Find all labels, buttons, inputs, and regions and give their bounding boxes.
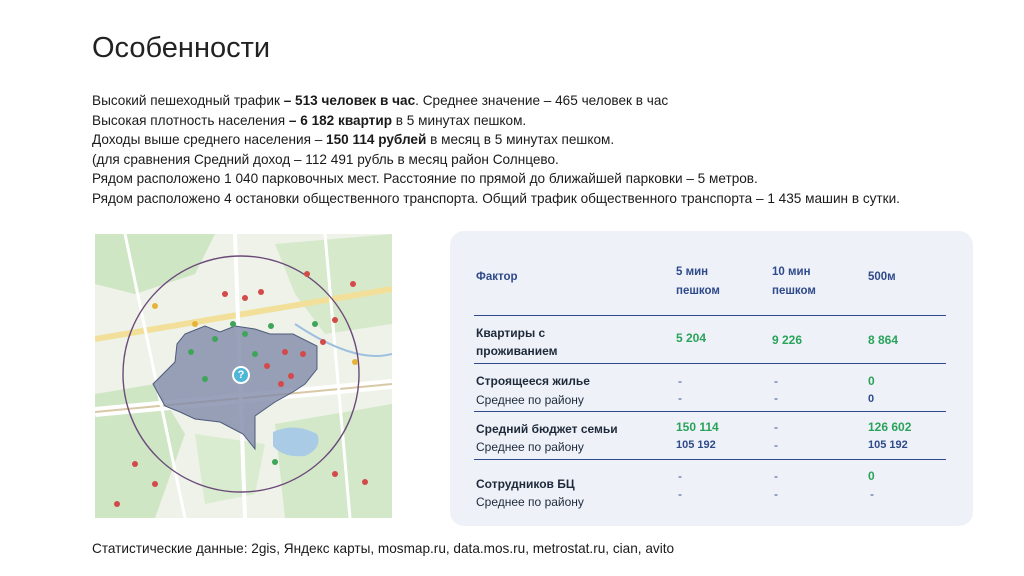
traffic-line: Высокий пешеходный трафик – 513 человек в час. Среднее значение – 465 человек в час <box>92 93 669 108</box>
budget-10min-avg: - <box>774 438 778 452</box>
parking-line: Рядом расположено 1 040 парковочных мест. Расстояние по прямой до ближайшей парковки – 5 метров. <box>92 171 758 187</box>
budget-average-label: Среднее по району <box>476 440 584 454</box>
employees-5min-avg: - <box>678 487 682 501</box>
apartments-label-a: Квартиры с <box>476 326 546 340</box>
header-5min-b: пешком <box>676 285 720 297</box>
employees-5min: - <box>678 469 682 483</box>
header-500m: 500м <box>868 271 896 283</box>
apartments-10min: 9 226 <box>772 333 803 347</box>
budget-5min-avg: 105 192 <box>676 439 716 451</box>
employees-500m: 0 <box>868 469 875 483</box>
question-marker-icon[interactable]: ? <box>237 369 245 381</box>
employees-10min: - <box>774 469 778 483</box>
density-line: Высокая плотность населения – 6 182 квартир в 5 минутах пешком. <box>92 112 527 128</box>
apartments-500m: 8 864 <box>868 333 899 347</box>
divider <box>474 411 946 412</box>
construction-10min: - <box>774 374 778 388</box>
divider <box>474 363 946 364</box>
divider <box>474 315 946 316</box>
construction-5min: - <box>678 374 682 388</box>
header-factor: Фактор <box>476 271 518 283</box>
construction-500m: 0 <box>868 374 875 388</box>
header-10min-b: пешком <box>772 285 816 297</box>
construction-average-label: Среднее по району <box>476 393 584 407</box>
budget-500m-avg: 105 192 <box>868 439 908 451</box>
header-10min-a: 10 мин <box>772 266 811 278</box>
income-line: Доходы выше среднего населения – 150 114 рублей в месяц в 5 минутах пешком. <box>92 132 615 148</box>
area-map <box>95 234 392 518</box>
features-paragraph <box>92 91 992 209</box>
transport-line: Рядом расположено 4 остановки общественного транспорта. Общий трафик общественного транспорта – 1 435 машин в сутки. <box>92 190 900 206</box>
divider <box>474 459 946 460</box>
budget-500m: 126 602 <box>868 420 912 434</box>
budget-5min: 150 114 <box>676 420 719 434</box>
construction-5min-avg: - <box>678 391 682 405</box>
apartments-5min: 5 204 <box>676 331 707 345</box>
construction-label: Строящееся жилье <box>476 374 590 388</box>
data-sources: Статистические данные: 2gis, Яндекс карты, mosmap.ru, data.mos.ru, metrostat.ru, cian, avito <box>92 541 675 556</box>
construction-10min-avg: - <box>774 391 778 405</box>
header-5min-a: 5 мин <box>676 266 709 278</box>
employees-500m-avg: - <box>870 487 874 501</box>
construction-500m-avg: 0 <box>868 393 875 405</box>
employees-10min-avg: - <box>774 487 778 501</box>
employees-average-label: Среднее по району <box>476 495 584 509</box>
budget-label: Средний бюджет семьи <box>476 422 618 436</box>
employees-label: Сотрудников БЦ <box>476 477 575 491</box>
budget-10min: - <box>774 420 778 434</box>
apartments-label-b: проживанием <box>476 344 558 358</box>
page-title: Особенности <box>92 32 271 64</box>
comparison-line: (для сравнения Средний доход – 112 491 рубль в месяц район Солнцево. <box>92 151 559 167</box>
stats-table <box>450 231 973 526</box>
